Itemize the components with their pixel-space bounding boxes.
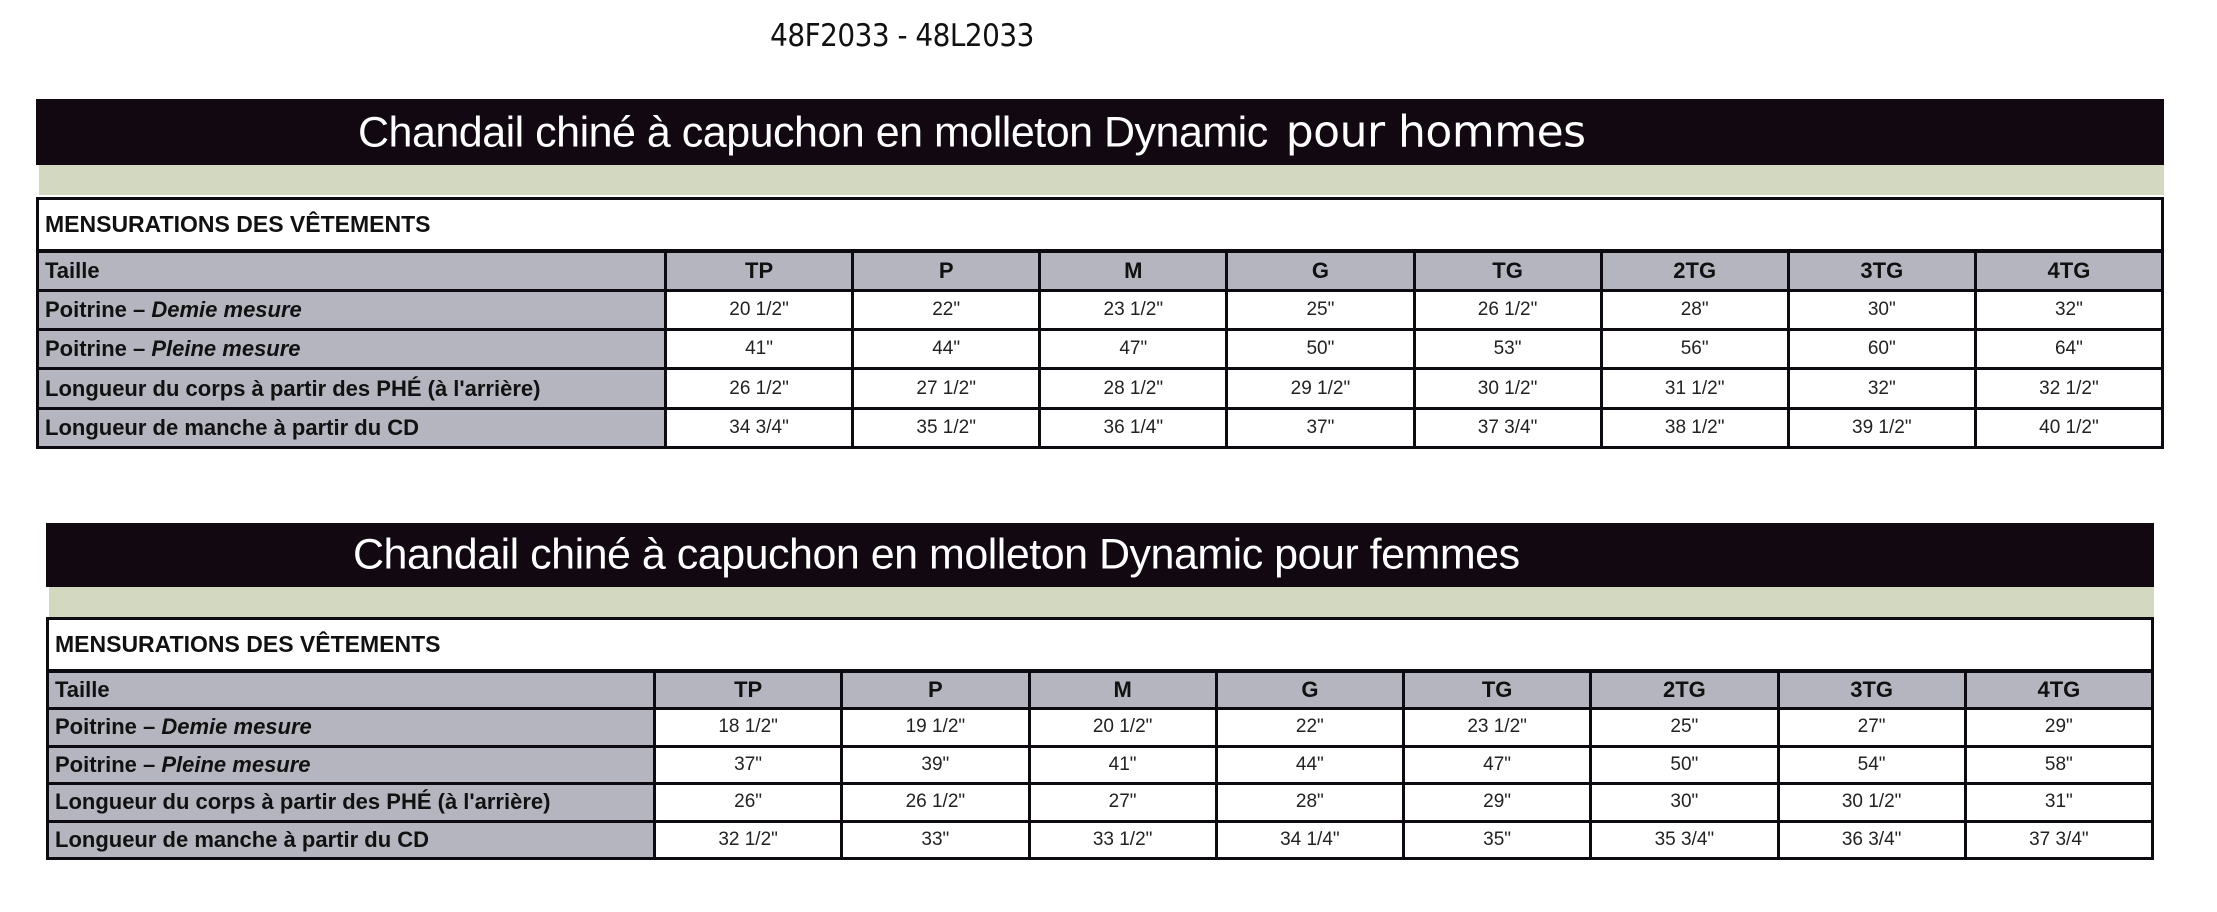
measurement-cell: 26 1/2": [1414, 290, 1601, 329]
size-header-3tg: 3TG: [1788, 251, 1975, 291]
measurement-cell: 28": [1216, 784, 1403, 821]
measurement-cell: 26 1/2": [842, 784, 1029, 821]
measurement-cell: 32 1/2": [1975, 369, 2162, 408]
measurement-cell: 25": [1227, 290, 1414, 329]
women-title: [353, 531, 1520, 580]
measurement-cell: 22": [1216, 709, 1403, 746]
measurement-cell: 30": [1591, 784, 1778, 821]
measurement-cell: 22": [853, 290, 1040, 329]
men-banner: [36, 99, 2164, 165]
measurement-cell: 23 1/2": [1404, 709, 1591, 746]
measurement-cell: 41": [666, 330, 853, 369]
size-header-p: P: [853, 251, 1040, 291]
measurement-cell: 47": [1404, 746, 1591, 783]
row-label-text: Poitrine –: [55, 714, 162, 740]
measurement-cell: 31": [1965, 784, 2152, 821]
measurement-cell: 37 3/4": [1965, 821, 2152, 858]
measurement-cell: 35 3/4": [1591, 821, 1778, 858]
measurement-cell: 29 1/2": [1227, 369, 1414, 408]
women-divider-strip: [49, 587, 2154, 617]
measurement-cell: 30": [1788, 290, 1975, 329]
men-title-suffix: pour hommes: [1285, 106, 1586, 158]
women-banner: [46, 523, 2154, 587]
measurement-cell: 30 1/2": [1778, 784, 1965, 821]
women-size-table: [46, 617, 2154, 860]
table-row: [38, 290, 2163, 329]
measurement-cell: 58": [1965, 746, 2152, 783]
men-title: [358, 107, 1586, 158]
row-label: [48, 821, 655, 858]
row-label-text: Poitrine –: [45, 297, 152, 323]
size-label: Taille: [48, 671, 655, 709]
measurement-cell: 36 3/4": [1778, 821, 1965, 858]
measurement-cell: 25": [1591, 709, 1778, 746]
table-row: [48, 784, 2153, 821]
size-header-2tg: 2TG: [1591, 671, 1778, 709]
row-label: [38, 290, 666, 329]
measurement-cell: 28": [1601, 290, 1788, 329]
measurement-cell: 31 1/2": [1601, 369, 1788, 408]
row-label: [48, 784, 655, 821]
measurement-cell: 38 1/2": [1601, 408, 1788, 447]
measurement-cell: 33": [842, 821, 1029, 858]
table-row: [38, 369, 2163, 408]
measurement-cell: 27 1/2": [853, 369, 1040, 408]
measurement-cell: 30 1/2": [1414, 369, 1601, 408]
measurement-cell: 32": [1975, 290, 2162, 329]
measurement-cell: 44": [853, 330, 1040, 369]
size-header-3tg: 3TG: [1778, 671, 1965, 709]
size-header-g: G: [1227, 251, 1414, 291]
measurement-cell: 64": [1975, 330, 2162, 369]
row-label-italic: Demie mesure: [151, 297, 302, 323]
size-header-m: M: [1029, 671, 1216, 709]
measurement-cell: 34 1/4": [1216, 821, 1403, 858]
measurement-cell: 35 1/2": [853, 408, 1040, 447]
size-header-tg: TG: [1404, 671, 1591, 709]
measurement-cell: 50": [1227, 330, 1414, 369]
measurement-cell: 29": [1404, 784, 1591, 821]
measurement-cell: 60": [1788, 330, 1975, 369]
measurement-cell: 32": [1788, 369, 1975, 408]
size-header-4tg: 4TG: [1965, 671, 2152, 709]
measurement-cell: 50": [1591, 746, 1778, 783]
measurement-cell: 37 3/4": [1414, 408, 1601, 447]
size-header-4tg: 4TG: [1975, 251, 2162, 291]
measurement-cell: 47": [1040, 330, 1227, 369]
table-row: [48, 821, 2153, 858]
row-label-italic: Pleine mesure: [151, 336, 301, 362]
row-label: [48, 709, 655, 746]
row-label-italic: Pleine mesure: [161, 751, 311, 777]
table-row: [48, 746, 2153, 783]
measurement-cell: 26": [655, 784, 842, 821]
row-label-text: Longueur du corps à partir des PHÉ (à l'arrière): [45, 375, 541, 401]
measurement-cell: 28 1/2": [1040, 369, 1227, 408]
measurement-cell: 37": [655, 746, 842, 783]
row-label-text: Longueur du corps à partir des PHÉ (à l'arrière): [55, 789, 551, 815]
row-label-text: Poitrine –: [45, 336, 152, 362]
measurement-cell: 36 1/4": [1040, 408, 1227, 447]
row-label: [48, 746, 655, 783]
size-header-tp: TP: [666, 251, 853, 291]
size-header-2tg: 2TG: [1601, 251, 1788, 291]
measurement-cell: 35": [1404, 821, 1591, 858]
measurement-cell: 41": [1029, 746, 1216, 783]
row-label: [38, 330, 666, 369]
size-header-p: P: [842, 671, 1029, 709]
men-title-main: Chandail chiné à capuchon en molleton Dynamic: [358, 108, 1268, 157]
size-header-tp: TP: [655, 671, 842, 709]
measurement-cell: 18 1/2": [655, 709, 842, 746]
measurement-cell: 34 3/4": [666, 408, 853, 447]
women-title-main: Chandail chiné à capuchon en molleton Dynamic pour femmes: [353, 530, 1520, 579]
men-size-table: [36, 197, 2164, 449]
size-header-tg: TG: [1414, 251, 1601, 291]
row-label: [38, 369, 666, 408]
measurement-cell: 39 1/2": [1788, 408, 1975, 447]
size-header-m: M: [1040, 251, 1227, 291]
size-label: Taille: [38, 251, 666, 291]
table-row: [48, 709, 2153, 746]
measurement-cell: 37": [1227, 408, 1414, 447]
measurement-cell: 26 1/2": [666, 369, 853, 408]
row-label: [38, 408, 666, 447]
measurement-cell: 44": [1216, 746, 1403, 783]
table-row: [38, 408, 2163, 447]
product-code: 48F2033 - 48L2033: [770, 18, 1034, 54]
table-title: MENSURATIONS DES VÊTEMENTS: [48, 619, 2153, 671]
measurement-cell: 20 1/2": [666, 290, 853, 329]
table-title: MENSURATIONS DES VÊTEMENTS: [38, 199, 2163, 251]
measurement-cell: 27": [1029, 784, 1216, 821]
measurement-cell: 54": [1778, 746, 1965, 783]
measurement-cell: 39": [842, 746, 1029, 783]
row-label-text: Poitrine –: [55, 751, 162, 777]
measurement-cell: 19 1/2": [842, 709, 1029, 746]
row-label-text: Longueur de manche à partir du CD: [45, 414, 420, 440]
measurement-cell: 56": [1601, 330, 1788, 369]
measurement-cell: 40 1/2": [1975, 408, 2162, 447]
measurement-cell: 23 1/2": [1040, 290, 1227, 329]
measurement-cell: 20 1/2": [1029, 709, 1216, 746]
row-label-italic: Demie mesure: [161, 714, 312, 740]
men-divider-strip: [39, 165, 2164, 195]
table-row: [38, 330, 2163, 369]
measurement-cell: 32 1/2": [655, 821, 842, 858]
size-header-g: G: [1216, 671, 1403, 709]
measurement-cell: 29": [1965, 709, 2152, 746]
row-label-text: Longueur de manche à partir du CD: [55, 826, 430, 852]
measurement-cell: 33 1/2": [1029, 821, 1216, 858]
measurement-cell: 53": [1414, 330, 1601, 369]
measurement-cell: 27": [1778, 709, 1965, 746]
